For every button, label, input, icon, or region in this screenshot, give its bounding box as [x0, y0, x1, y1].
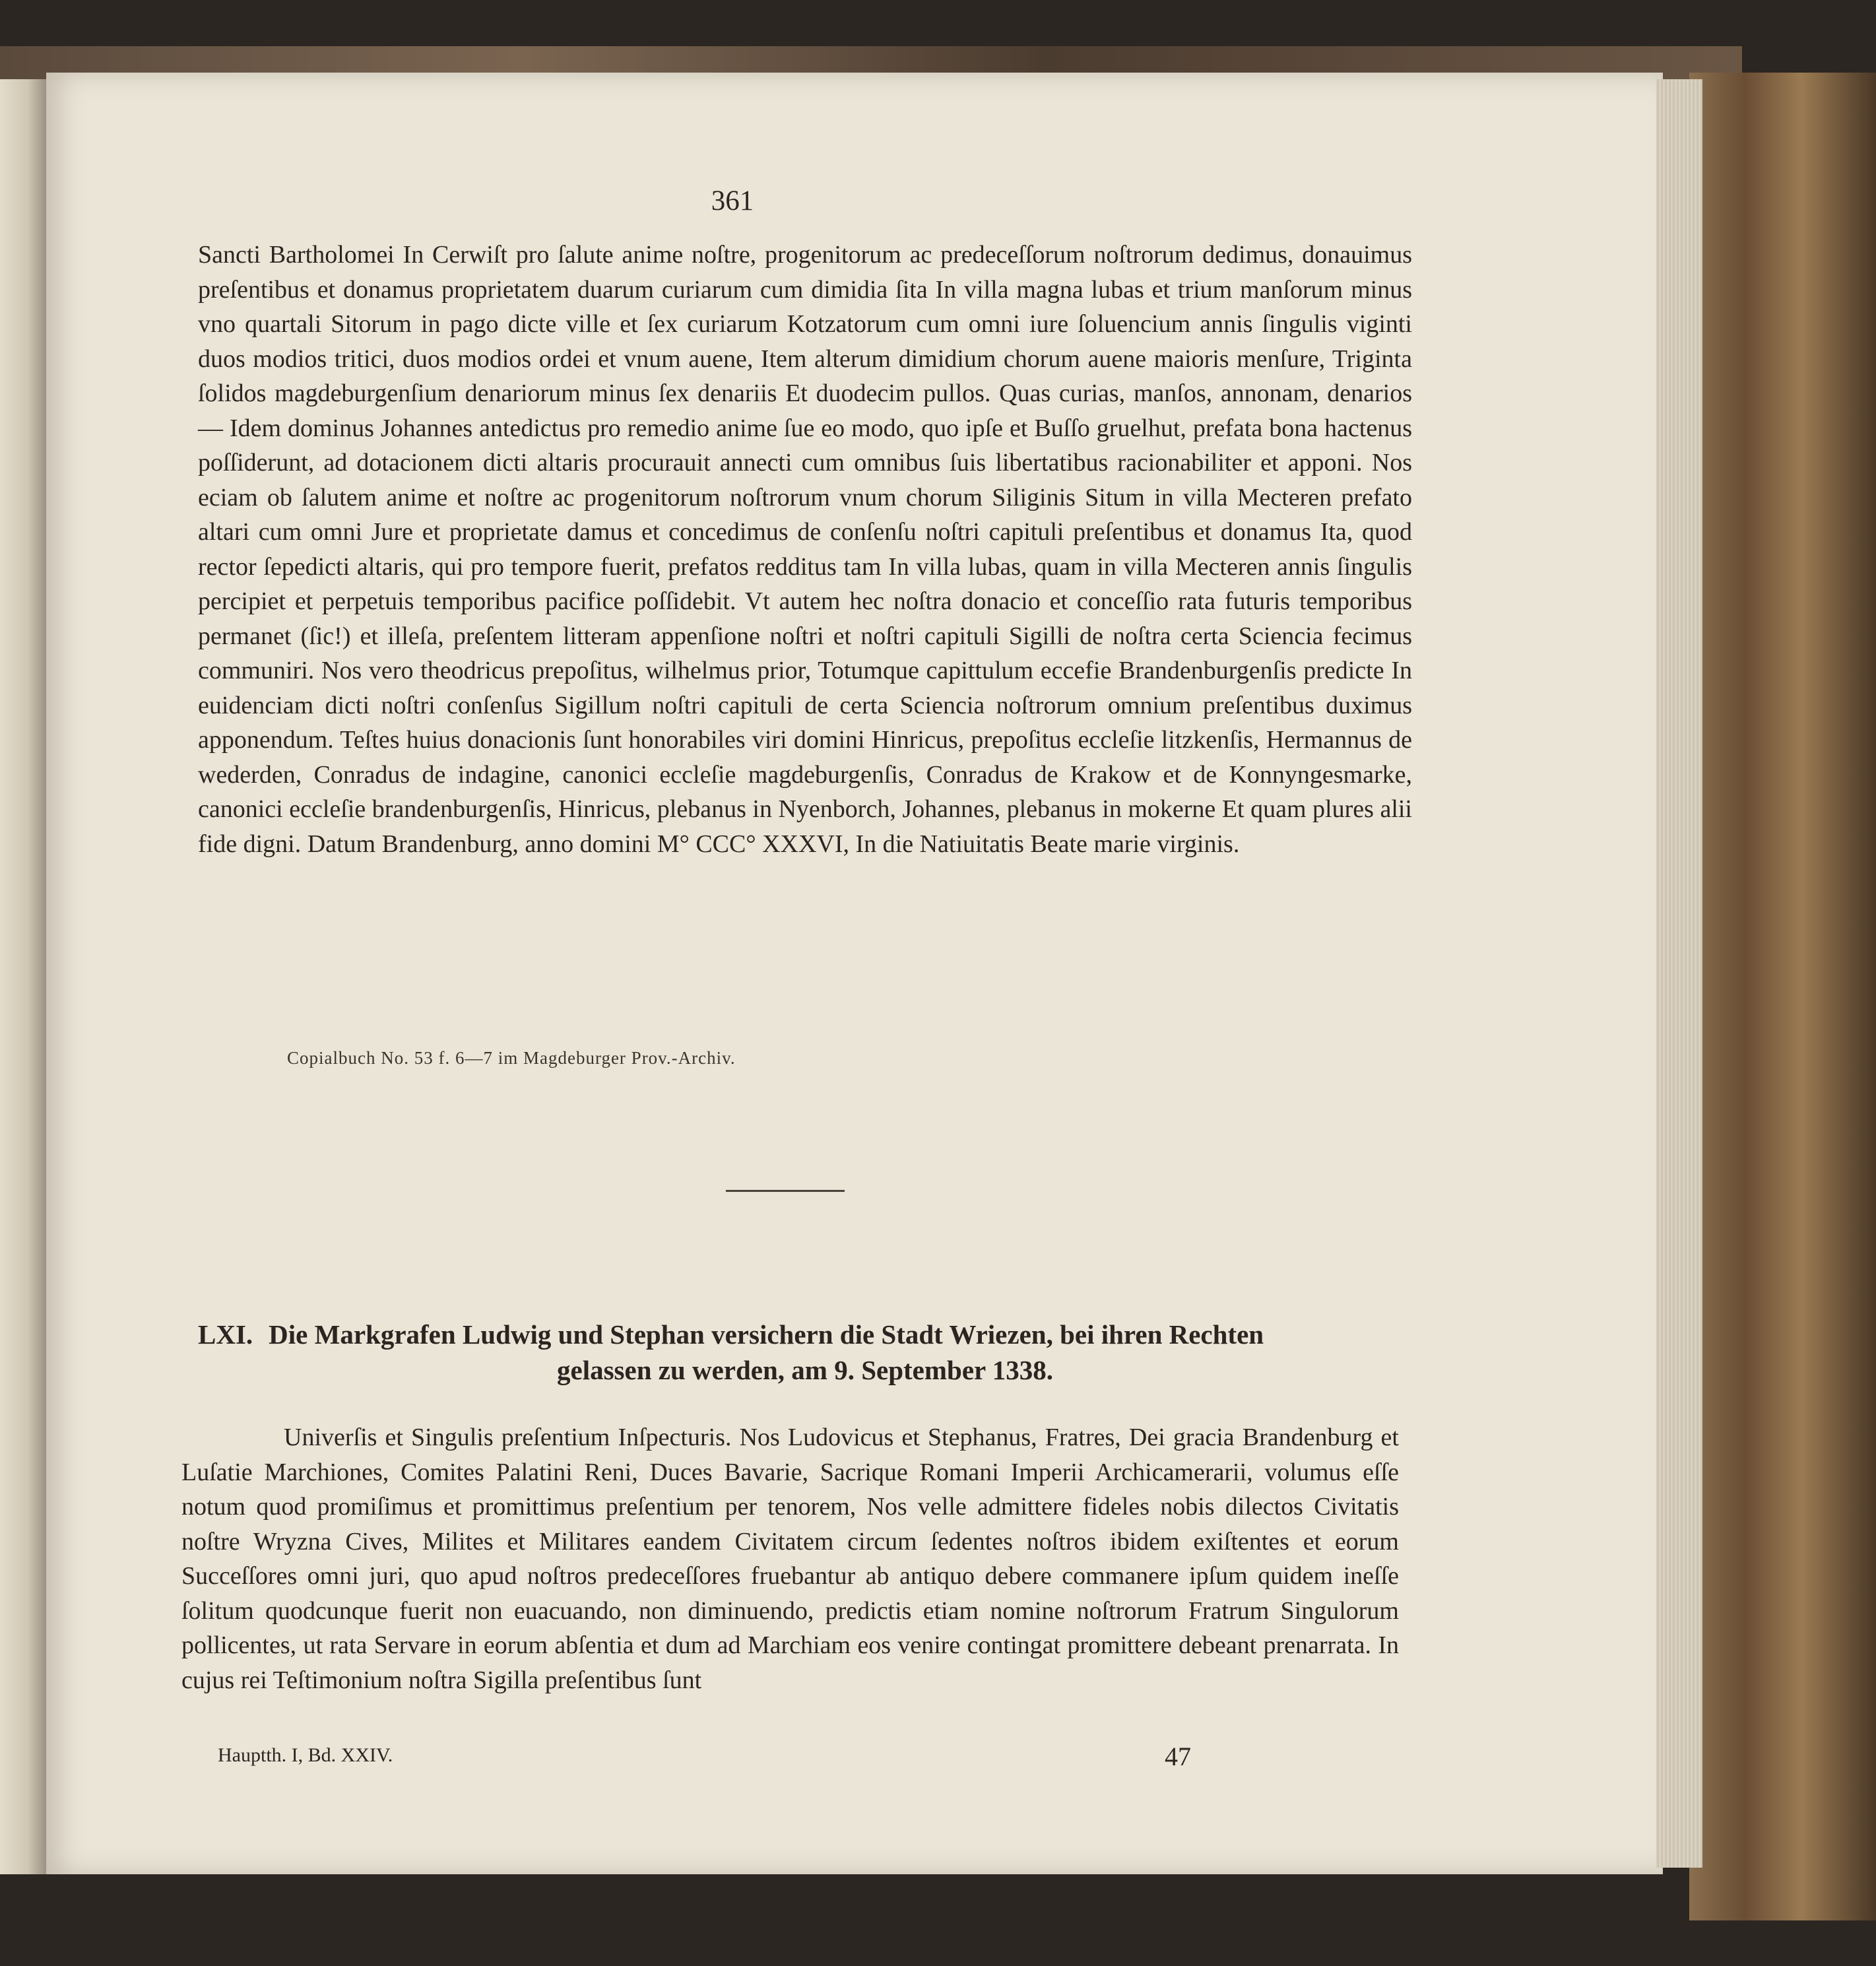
charter-text: Sancti Bartholomei In Cerwiſt pro ſalute anime noſtre, progenitorum ac predeceſſorum noſtrorum dedimus, donauimus preſentibus et donamus proprietatem duarum curiarum cum dimidia ſita In villa magna lubas et trium manſorum minus vno quartali Sitorum in pago dicte ville et ſex curiarum Kotzatorum cum omni iure ſoluencium annis ſingulis viginti duos modios tritici, duos modios ordei et vnum auene, Item alterum dimidium chorum auene maioris menſure, Triginta ſolidos magdeburgenſium denariorum minus ſex denariis Et duodecim pullos. Quas curias, manſos, annonam, denarios — Idem dominus Johannes antedictus pro remedio anime ſue eo modo, quo ipſe et Buſſo gruelhut, prefata bona hactenus poſſiderunt, ad dotacionem dicti altaris procurauit annecti cum omnibus ſuis libertatibus racionabiliter et apponi. Nos eciam ob ſalutem anime et noſtre ac progenitorum noſtrorum vnum chorum Siliginis Situm in villa Mecteren prefato altari cum omni Jure et proprietate damus et concedimus de conſenſu noſtri capituli preſentibus et donamus Ita, quod rector ſepedicti altaris, qui pro tempore fuerit, prefatos redditus tam In villa lubas, quam in villa Mecteren annis ſingulis percipiet et perpetuis temporibus pacifice poſſidebit. Vt autem hec noſtra donacio et conceſſio rata futuris temporibus permanet (ſic!) et illeſa, preſentem litteram appenſione noſtri et noſtri capituli Sigilli de noſtra certa Sciencia fecimus communiri. Nos vero theodricus prepoſitus, wilhelmus prior, Totumque capittulum eccefie Brandenburgenſis predicte In euidenciam dicti noſtri conſenſus Sigillum noſtri capituli de certa Sciencia noſtrorum omnium preſentibus duximus apponendum. Teſtes huius donacionis ſunt honorabiles viri domini Hinricus, prepoſitus eccleſie litzkenſis, Hermannus de wederden, Conradus de indagine, canonici eccleſie magdeburgenſis, Conradus de Krakow et de Konnyngesmarke, canonici eccleſie brandenburgenſis, Hinricus, plebanus in Nyenborch, Johannes, plebanus in mokerne Et quam plures alii fide digni. Datum Brandenburg, anno domini M° CCC° XXXVI, In die Natiuitatis Beate marie virginis. [198, 241, 1412, 858]
document-body [181, 1420, 1399, 1697]
source-note: Copialbuch No. 53 f. 6—7 im Magdeburger Prov.-Archiv. [287, 1048, 736, 1068]
heading-number: LXI. [198, 1319, 253, 1350]
book-cover-edge [1689, 73, 1876, 1920]
signature-number: 47 [1165, 1742, 1191, 1771]
heading-line-1: Die Markgrafen Ludwig und Stephan versichern die Stadt Wriezen, bei ihren Rechten [269, 1319, 1264, 1350]
signature-mark: Hauptth. I, Bd. XXIV. [218, 1744, 393, 1766]
page-gutter [0, 79, 46, 1874]
charter-text-paragraph [198, 238, 1412, 861]
page-number: 361 [711, 185, 754, 216]
heading-line-2: gelassen zu werden, am 9. September 1338. [557, 1355, 1053, 1385]
document-heading [198, 1317, 1412, 1388]
page-edges [1656, 79, 1702, 1868]
document-body-text: Univerſis et Singulis preſentium Inſpecturis. Nos Ludovicus et Stephanus, Fratres, Dei gracia Brandenburg et Luſatie Marchiones, Comites Palatini Reni, Duces Bavarie, Sacrique Romani Imperii Archicamerarii, volumus eſſe notum quod promiſimus et promittimus preſentium per tenorem, Nos velle admittere fideles nobis dilectos Civitatis noſtre Wryzna Cives, Milites et Militares eandem Civitatem circum ſedentes noſtros ibidem exiſtentes et eorum Succeſſores omni juri, quo apud noſtros predeceſſores fruebantur ab antiquo debere commanere ipſum quidem ineſſe ſolitum quodcunque fuerit non euacuando, non diminuendo, predictis etiam nomine noſtrorum Fratrum Singulorum pollicentes, ut rata Servare in eorum abſentia et dum ad Marchiam eos venire contingat promittere debeant prenarrata. In cujus rei Teſtimonium noſtra Sigilla preſentibus ſunt [181, 1424, 1399, 1694]
section-divider [726, 1190, 845, 1192]
